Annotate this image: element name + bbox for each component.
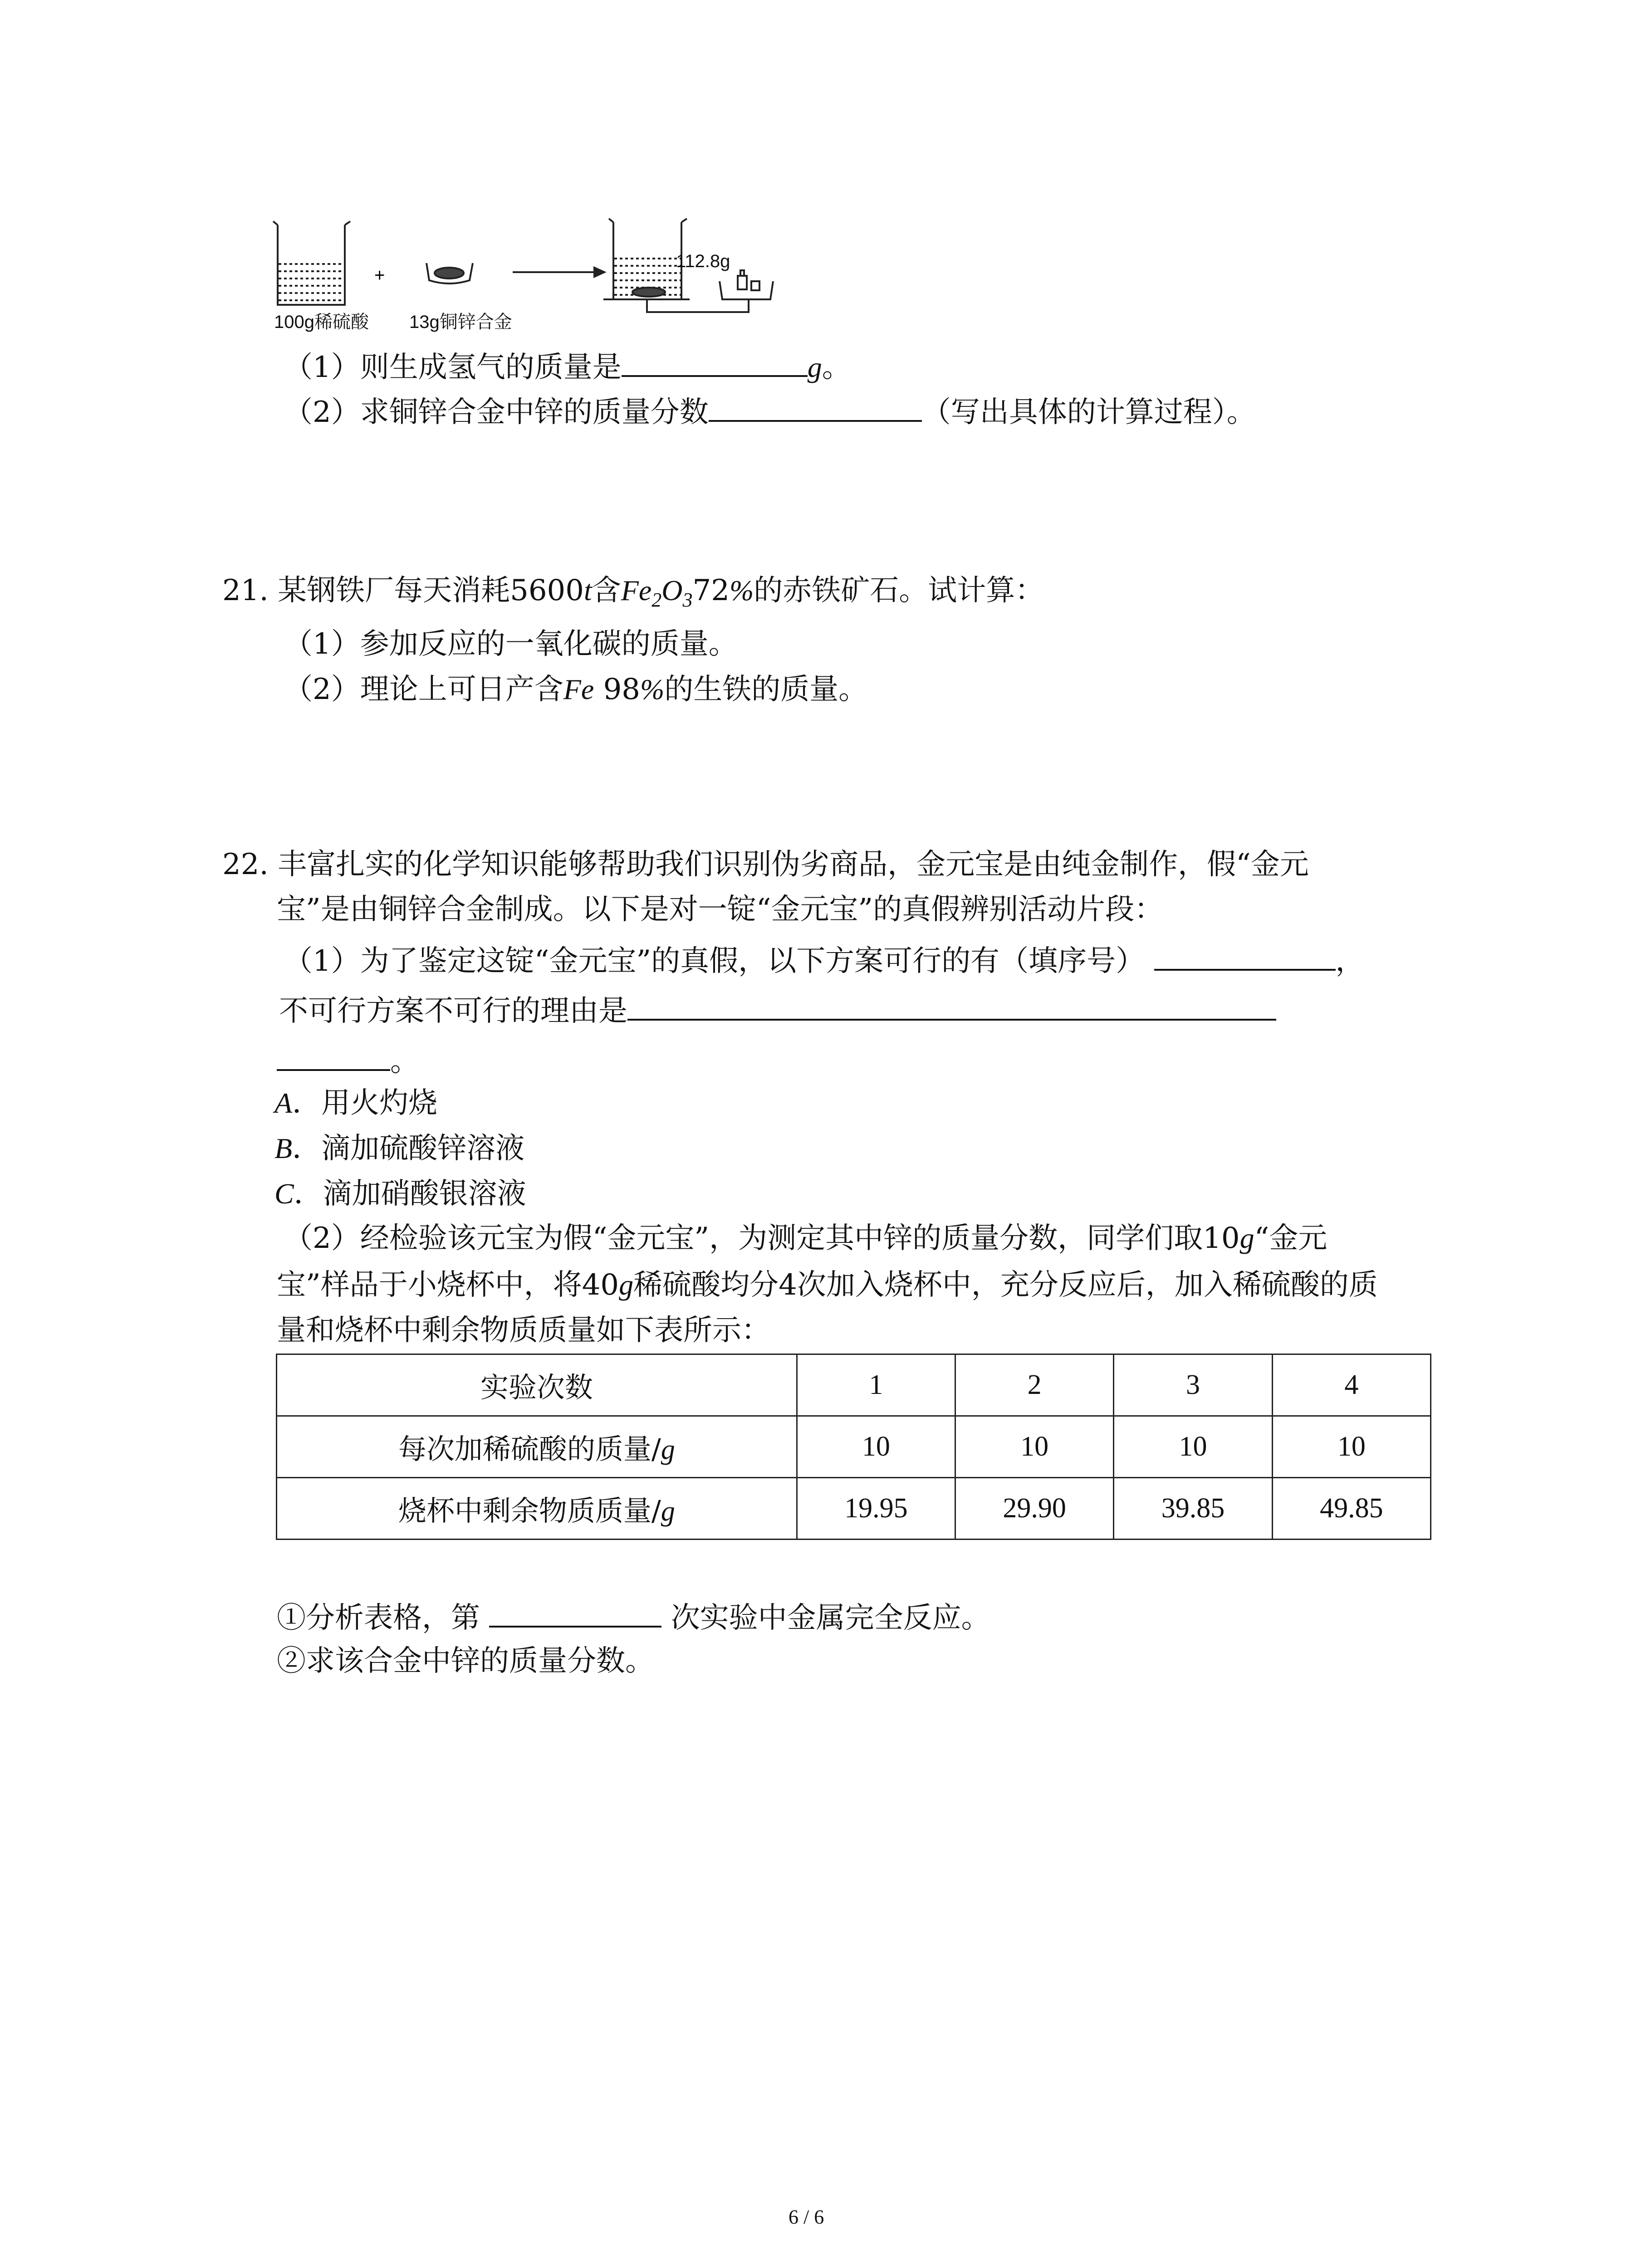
q21-part2 <box>284 671 867 708</box>
table-cell: 10 <box>797 1416 955 1478</box>
q22-part1-line3 <box>277 1041 419 1080</box>
q20-part1 <box>284 347 851 386</box>
figure-label-alloy: 13g铜锌合金 <box>409 312 512 332</box>
q22-stem-line2: 宝”是由铜锌合金制成。以下是对一锭“金元宝”的真假辨别活动片段： <box>277 893 1164 926</box>
q22-part1-reason-label: 不可行方案不可行的理由是 <box>279 994 627 1028</box>
table-row-label <box>277 1478 797 1540</box>
q21-part1: （1）参加反应的一氧化碳的质量。 <box>284 627 738 661</box>
table-cell: 4 <box>1272 1354 1430 1416</box>
figure-label-mass: 112.8g <box>676 251 730 271</box>
table-cell: 29.90 <box>955 1478 1114 1540</box>
table-header-label: 实验次数 <box>277 1354 797 1416</box>
option-letter: B <box>274 1132 293 1164</box>
formula-o: O <box>661 574 683 606</box>
unit-g: g <box>1239 1222 1254 1254</box>
option-a <box>274 1085 437 1121</box>
q20-part2-text: （2）求铜锌合金中锌的质量分数 <box>284 396 709 429</box>
q22-part1-comma: ， <box>1335 944 1365 978</box>
data-table <box>276 1354 1431 1540</box>
q20-part1-end: 。 <box>822 351 851 384</box>
unit-g: g <box>807 351 822 383</box>
q22-part2-text1a: （2）经检验该元宝为假“金元宝”，为测定其中锌的质量分数，同学们取10 <box>284 1222 1240 1255</box>
formula-fe: Fe <box>563 673 594 705</box>
q22-part2-text2b: 稀硫酸均分4次加入烧杯中，充分反应后，加入稀硫酸的质 <box>633 1268 1378 1302</box>
unit-t: t <box>584 574 592 606</box>
table-cell: 10 <box>955 1416 1114 1478</box>
question-number: 22. <box>222 848 269 881</box>
q21-stem-d: 的赤铁矿石。试计算： <box>754 574 1044 607</box>
unit-g: g <box>661 1496 675 1527</box>
q21-part2-c: 的生铁的质量。 <box>664 673 868 706</box>
q22-stem-text1: 丰富扎实的化学知识能够帮助我们识别伪劣商品，金元宝是由纯金制作，假“金元 <box>278 848 1309 881</box>
table-row <box>277 1478 1431 1540</box>
answer-blank[interactable] <box>277 1041 390 1071</box>
unit-g: g <box>661 1434 675 1465</box>
formula-sub3: 3 <box>682 588 693 611</box>
table-cell: 49.85 <box>1272 1478 1430 1540</box>
q22-part2-text1b: “金元 <box>1254 1222 1327 1255</box>
formula-fe: Fe <box>621 574 652 606</box>
q21-stem-c: 72 <box>692 574 730 607</box>
question-number: 21. <box>222 574 269 607</box>
q22-sub1 <box>277 1598 990 1636</box>
table-cell: 39.85 <box>1114 1478 1272 1540</box>
table-cell: 10 <box>1114 1416 1272 1478</box>
q22-part1-end: 。 <box>390 1045 419 1078</box>
q22-part2-line3: 量和烧杯中剩余物质质量如下表所示： <box>277 1314 770 1347</box>
option-text: ．滴加硫酸锌溶液 <box>292 1132 525 1165</box>
page-number: 6 / 6 <box>789 2206 824 2228</box>
answer-blank[interactable] <box>489 1598 661 1628</box>
q21-part2-b: 98 <box>594 673 640 706</box>
percent-sign: % <box>640 673 665 705</box>
q21-stem <box>222 572 1044 618</box>
q22-part2-text2a: 宝”样品于小烧杯中，将40 <box>277 1268 619 1302</box>
q22-part1-text: （1）为了鉴定这锭“金元宝”的真假，以下方案可行的有（填序号） <box>284 944 1145 978</box>
answer-blank[interactable] <box>627 991 1276 1021</box>
q22-part1-line1 <box>284 941 1365 979</box>
table-cell: 10 <box>1272 1416 1430 1478</box>
q21-stem-b: 含 <box>592 574 621 607</box>
plus-sign: + <box>374 265 385 285</box>
option-letter: A <box>274 1087 293 1119</box>
alloy-dish <box>426 263 473 284</box>
q22-part2-line1 <box>284 1220 1327 1256</box>
option-text: ．用火灼烧 <box>292 1086 438 1120</box>
reaction-arrow <box>513 268 604 277</box>
table-cell: 3 <box>1114 1354 1272 1416</box>
q22-part2-line2 <box>277 1267 1378 1303</box>
formula-sub2: 2 <box>652 588 662 611</box>
q22-sub2: ②求该合金中锌的质量分数。 <box>277 1644 654 1678</box>
option-text: ．滴加硝酸银溶液 <box>294 1177 526 1211</box>
table-cell: 1 <box>797 1354 955 1416</box>
table-row <box>277 1416 1431 1478</box>
q22-stem-line1 <box>222 846 1309 883</box>
table-cell: 19.95 <box>797 1478 955 1540</box>
table-row-label <box>277 1416 797 1478</box>
option-c <box>274 1176 526 1212</box>
q21-stem-a: 某钢铁厂每天消耗5600 <box>278 574 584 607</box>
q22-part1-line2 <box>279 991 1276 1029</box>
option-b <box>274 1130 524 1167</box>
answer-blank[interactable] <box>622 347 808 377</box>
q22-sub1-b: 次实验中金属完全反应。 <box>671 1601 990 1635</box>
q20-part2-end: （写出具体的计算过程）。 <box>921 396 1256 429</box>
q22-sub1-a: ①分析表格，第 <box>277 1601 480 1635</box>
figure-label-acid: 100g稀硫酸 <box>274 312 369 332</box>
row-label-text: 烧杯中剩余物质质量/ <box>398 1494 661 1527</box>
option-letter: C <box>274 1178 294 1210</box>
unit-g: g <box>619 1269 634 1301</box>
row-label-text: 每次加稀硫酸的质量/ <box>398 1432 661 1466</box>
table-cell: 2 <box>955 1354 1114 1416</box>
answer-blank[interactable] <box>709 392 922 422</box>
q20-part2 <box>284 392 1256 430</box>
q20-part1-text: （1）则生成氢气的质量是 <box>284 351 622 384</box>
answer-blank[interactable] <box>1154 941 1336 971</box>
percent-sign: % <box>729 574 754 606</box>
q21-part2-a: （2）理论上可日产含 <box>284 673 563 706</box>
beaker-acid <box>273 221 350 305</box>
table-row <box>277 1354 1431 1416</box>
